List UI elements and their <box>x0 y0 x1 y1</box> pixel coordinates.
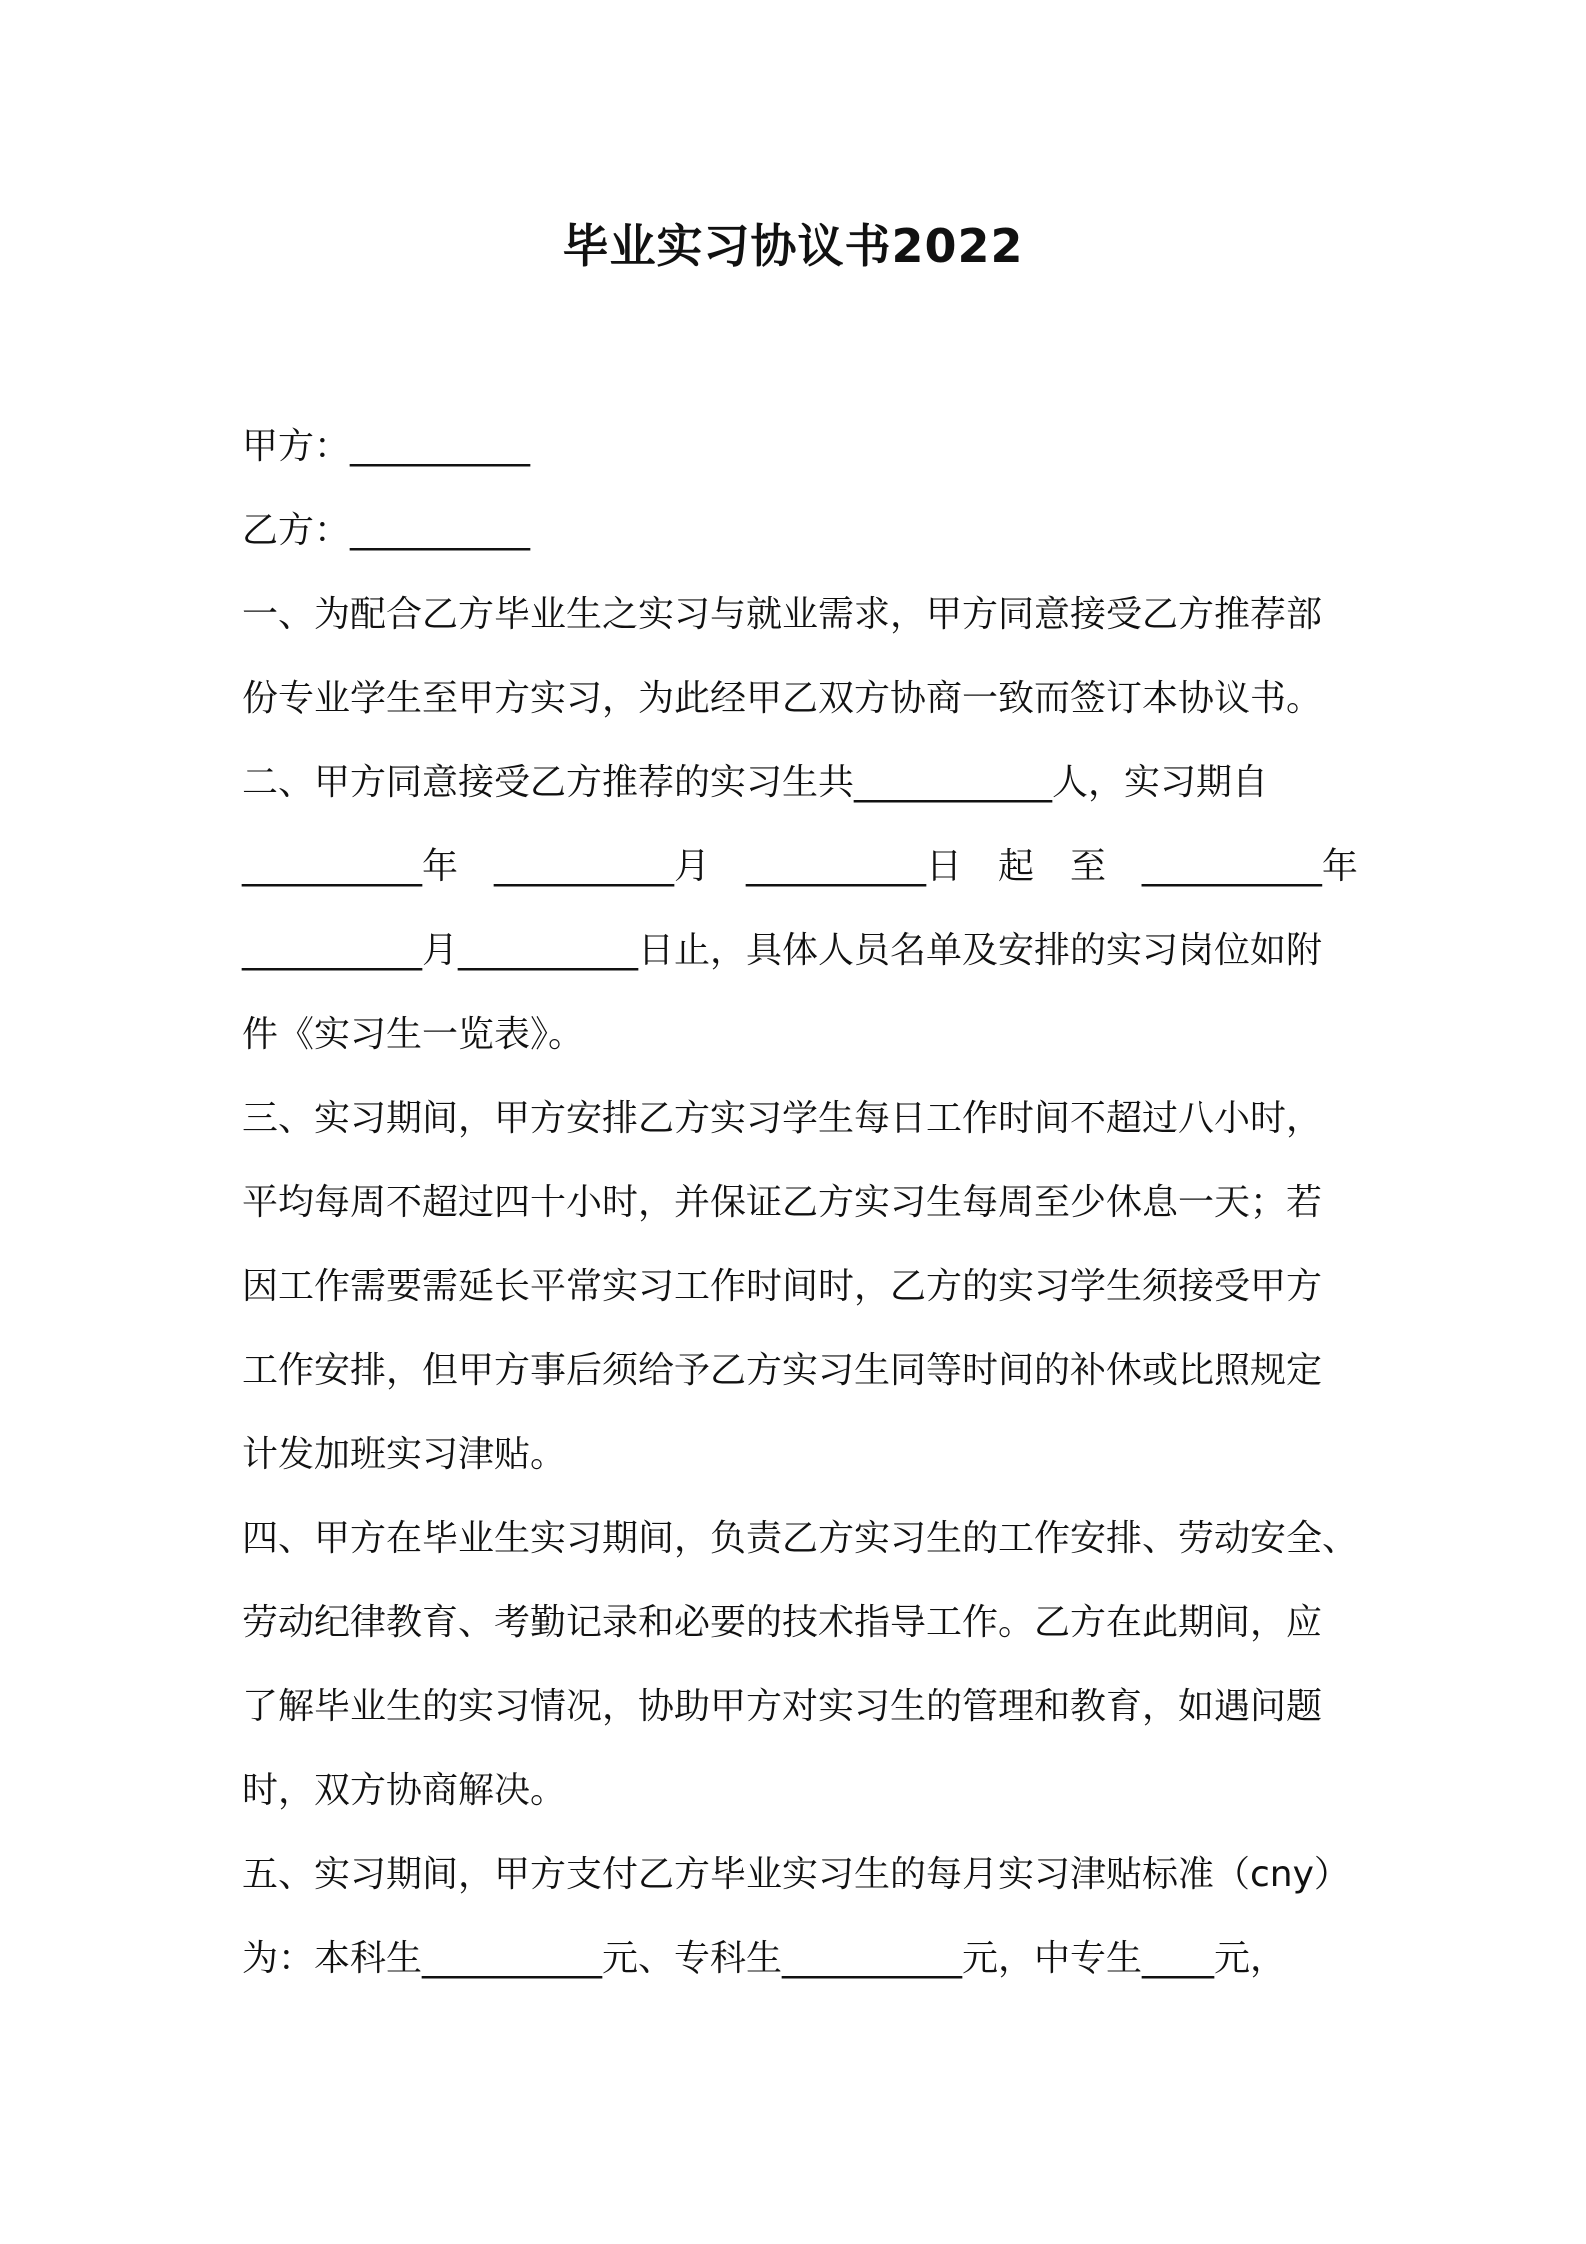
clause-2-line-4: 件《实习生一览表》。 <box>242 1014 585 1055</box>
clause-2-date-line <box>242 825 1358 909</box>
clause-4-line-4: 时，双方协商解决。 <box>242 1770 567 1811</box>
clause-3-line-1: 三、实习期间，甲方安排乙方实习学生每日工作时间不超过八小时， <box>242 1098 1323 1139</box>
clause-3-line-5: 计发加班实习津贴。 <box>242 1434 567 1475</box>
clause-4-line-3: 了解毕业生的实习情况，协助甲方对实习生的管理和教育，如遇问题 <box>242 1686 1323 1727</box>
party-a-line: 甲方：__________ <box>242 426 531 467</box>
clause-5-line-2: 为：本科生__________元、专科生__________元，中专生____元， <box>242 1938 1287 1979</box>
clause-4-line-1: 四、甲方在毕业生实习期间，负责乙方实习生的工作安排、劳动安全、 <box>242 1518 1359 1559</box>
start-year-field: __________年 <box>242 846 459 887</box>
to-word: 至 <box>1069 846 1106 887</box>
start-day-field: __________日 <box>745 846 962 887</box>
document-body <box>242 405 1358 2001</box>
document-title: 毕业实习协议书2022 <box>562 219 1024 273</box>
clause-2-line-1: 二、甲方同意接受乙方推荐的实习生共___________人，实习期自 <box>242 762 1269 803</box>
from-word: 起 <box>997 846 1034 887</box>
clause-3-line-3: 因工作需要需延长平常实习工作时间时，乙方的实习学生须接受甲方 <box>242 1266 1323 1307</box>
clause-3-line-4: 工作安排，但甲方事后须给予乙方实习生同等时间的补休或比照规定 <box>242 1350 1323 1391</box>
clause-2-line-3: __________月__________日止，具体人员名单及安排的实习岗位如附 <box>242 930 1323 971</box>
clause-5-line-1: 五、实习期间，甲方支付乙方毕业实习生的每月实习津贴标准（cny） <box>242 1854 1350 1895</box>
clause-1-line-1: 一、为配合乙方毕业生之实习与就业需求，甲方同意接受乙方推荐部 <box>242 594 1323 635</box>
party-b-line: 乙方：__________ <box>242 510 531 551</box>
start-month-field: __________月 <box>493 846 710 887</box>
clause-3-line-2: 平均每周不超过四十小时，并保证乙方实习生每周至少休息一天；若 <box>242 1182 1323 1223</box>
clause-4-line-2: 劳动纪律教育、考勤记录和必要的技术指导工作。乙方在此期间，应 <box>242 1602 1323 1643</box>
clause-1-line-2: 份专业学生至甲方实习，为此经甲乙双方协商一致而签订本协议书。 <box>242 678 1323 719</box>
end-year-field: __________年 <box>1141 846 1358 887</box>
